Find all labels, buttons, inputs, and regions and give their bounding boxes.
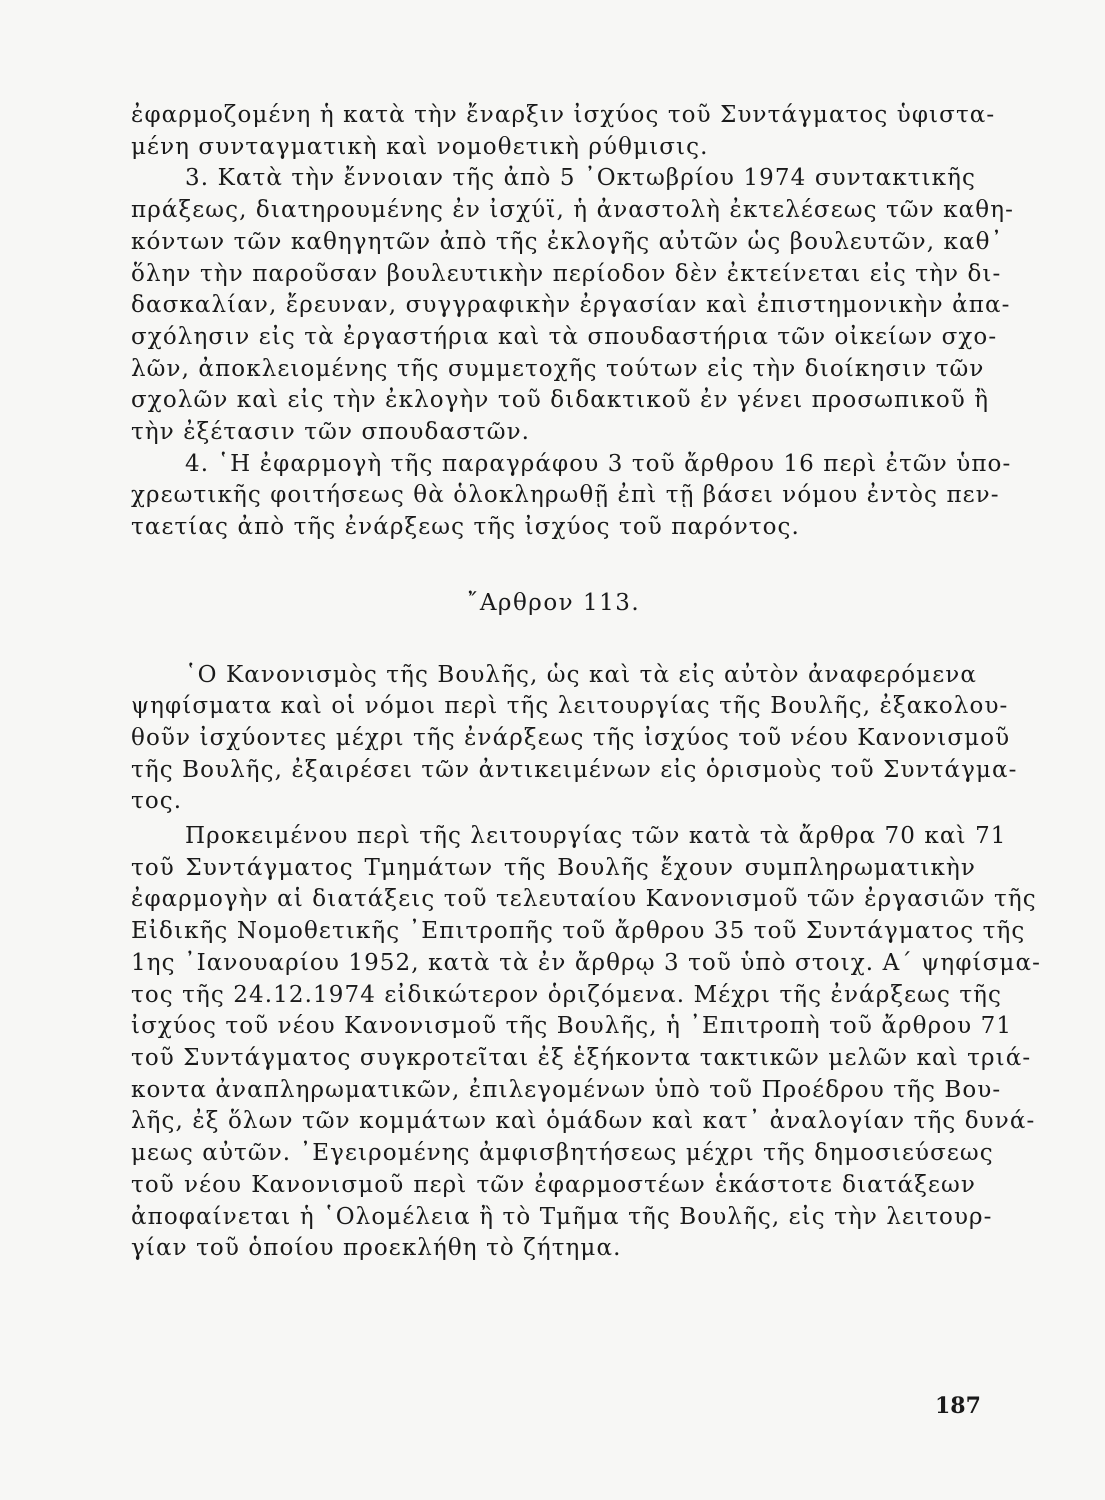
text-line: τοῦ νέου Κανονισμοῦ περὶ τῶν ἐφαρμοστέων ἑκάστοτε διατάξεων [131,1171,976,1198]
text-line: κοντα ἀναπληρωματικῶν, ἐπιλεγομένων ὑπὸ τοῦ Προέδρου τῆς Βου- [131,1076,1002,1103]
text-line: τος τῆς 24.12.1974 εἰδικώτερον ὁριζόμενα. Μέχρι τῆς ἐνάρξεως τῆς [131,981,1003,1008]
text-line: ῾Ο Κανονισμὸς τῆς Βουλῆς, ὡς καὶ τὰ εἰς αὐτὸν ἀναφερόμενα [185,661,977,688]
text-line: 1ης ᾽Ιανουαρίου 1952, κατὰ τὰ ἐν ἄρθρῳ 3 τοῦ ὑπὸ στοιχ. Α΄ ψηφίσμα- [131,949,1041,976]
text-line: τοῦ Συντάγματος συγκροτεῖται ἐξ ἑξήκοντα τακτικῶν μελῶν καὶ τριά- [131,1044,1032,1071]
paragraph-4 [131,449,1012,544]
text-line: δασκαλίαν, ἔρευναν, συγγραφικὴν ἐργασίαν καὶ ἐπιστημονικὴν ἀπα- [131,292,1011,319]
text-line: ἀποφαίνεται ἡ ῾Ολομέλεια ἢ τὸ Τμῆμα τῆς Βουλῆς, εἰς τὴν λειτουρ- [131,1203,993,1230]
article-paragraph-1 [131,660,1018,819]
text-line: θοῦν ἰσχύοντες μέχρι τῆς ἐνάρξεως τῆς ἰσχύος τοῦ νέου Κανονισμοῦ [131,724,1011,751]
text-line: τὴν ἐξέτασιν τῶν σπουδαστῶν. [131,419,531,446]
paragraph-3 [131,163,1014,448]
text-line: γίαν τοῦ ὁποίου προεκλήθη τὸ ζήτημα. [131,1235,622,1262]
text-line: τοῦ Συντάγματος Τμημάτων τῆς Βουλῆς ἔχουν συμπληρωματικὴν [131,854,976,881]
page-number: 187 [935,1393,981,1419]
text-line: ἰσχύος τοῦ νέου Κανονισμοῦ τῆς Βουλῆς, ἡ ᾽Επιτροπὴ τοῦ ἄρθρου 71 [131,1013,1013,1040]
text-line: μένη συνταγματικὴ καὶ νομοθετικὴ ρύθμισις. [131,133,709,160]
text-line: ταετίας ἀπὸ τῆς ἐνάρξεως τῆς ἰσχύος τοῦ παρόντος. [131,514,800,541]
text-line: χρεωτικῆς φοιτήσεως θὰ ὁλοκληρωθῇ ἐπὶ τῇ βάσει νόμου ἐντὸς πεν- [131,482,1000,509]
text-line: 3. Κατὰ τὴν ἔννοιαν τῆς ἀπὸ 5 ᾽Οκτωβρίου 1974 συντακτικῆς [185,165,976,192]
text-line: λῶν, ἀποκλειομένης τῆς συμμετοχῆς τούτων εἰς τὴν διοίκησιν τῶν [131,355,985,382]
text-line: τῆς Βουλῆς, ἐξαιρέσει τῶν ἀντικειμένων εἰς ὁρισμοὺς τοῦ Συντάγμα- [131,756,1018,783]
text-line: σχόλησιν εἰς τὰ ἐργαστήρια καὶ τὰ σπουδαστήρια τῶν οἰκείων σχο- [131,323,998,350]
article-heading: ῎Αρθρον 113. [466,589,641,616]
text-line: λῆς, ἐξ ὅλων τῶν κομμάτων καὶ ὁμάδων καὶ κατ᾽ ἀναλογίαν τῆς δυνά- [131,1108,1036,1135]
text-line: πράξεως, διατηρουμένης ἐν ἰσχύϊ, ἡ ἀναστολὴ ἐκτελέσεως τῶν καθη- [131,197,1014,224]
article-paragraph-2 [131,821,1041,1265]
text-line: ἐφαρμογὴν αἱ διατάξεις τοῦ τελευταίου Κανονισμοῦ τῶν ἐργασιῶν τῆς [131,886,1037,913]
text-line: ψηφίσματα καὶ οἱ νόμοι περὶ τῆς λειτουργίας τῆς Βουλῆς, ἐξακολου- [131,693,1009,720]
text-line: ἐφαρμοζομένη ἡ κατὰ τὴν ἔναρξιν ἰσχύος τοῦ Συντάγματος ὑφιστα- [131,102,996,128]
text-line: μεως αὐτῶν. ᾽Εγειρομένης ἀμφισβητήσεως μέχρι τῆς δημοσιεύσεως [131,1140,994,1167]
page-body [131,100,1041,1265]
text-line: σχολῶν καὶ εἰς τὴν ἐκλογὴν τοῦ διδακτικοῦ ἐν γένει προσωπικοῦ ἢ [131,387,990,414]
text-line: κόντων τῶν καθηγητῶν ἀπὸ τῆς ἐκλογῆς αὐτῶν ὡς βουλευτῶν, καθ᾽ [131,228,1004,255]
text-line: τος. [131,788,183,815]
text-line: Προκειμένου περὶ τῆς λειτουργίας τῶν κατὰ τὰ ἄρθρα 70 καὶ 71 [185,823,1007,850]
continuation-paragraph [131,100,996,163]
text-line: Εἰδικῆς Νομοθετικῆς ᾽Επιτροπῆς τοῦ ἄρθρου 35 τοῦ Συντάγματος τῆς [131,918,1026,945]
text-line: ὅλην τὴν παροῦσαν βουλευτικὴν περίοδον δὲν ἐκτείνεται εἰς τὴν δι- [131,260,1002,287]
text-line: 4. ῾Η ἐφαρμογὴ τῆς παραγράφου 3 τοῦ ἄρθρου 16 περὶ ἐτῶν ὑπο- [185,450,1012,477]
